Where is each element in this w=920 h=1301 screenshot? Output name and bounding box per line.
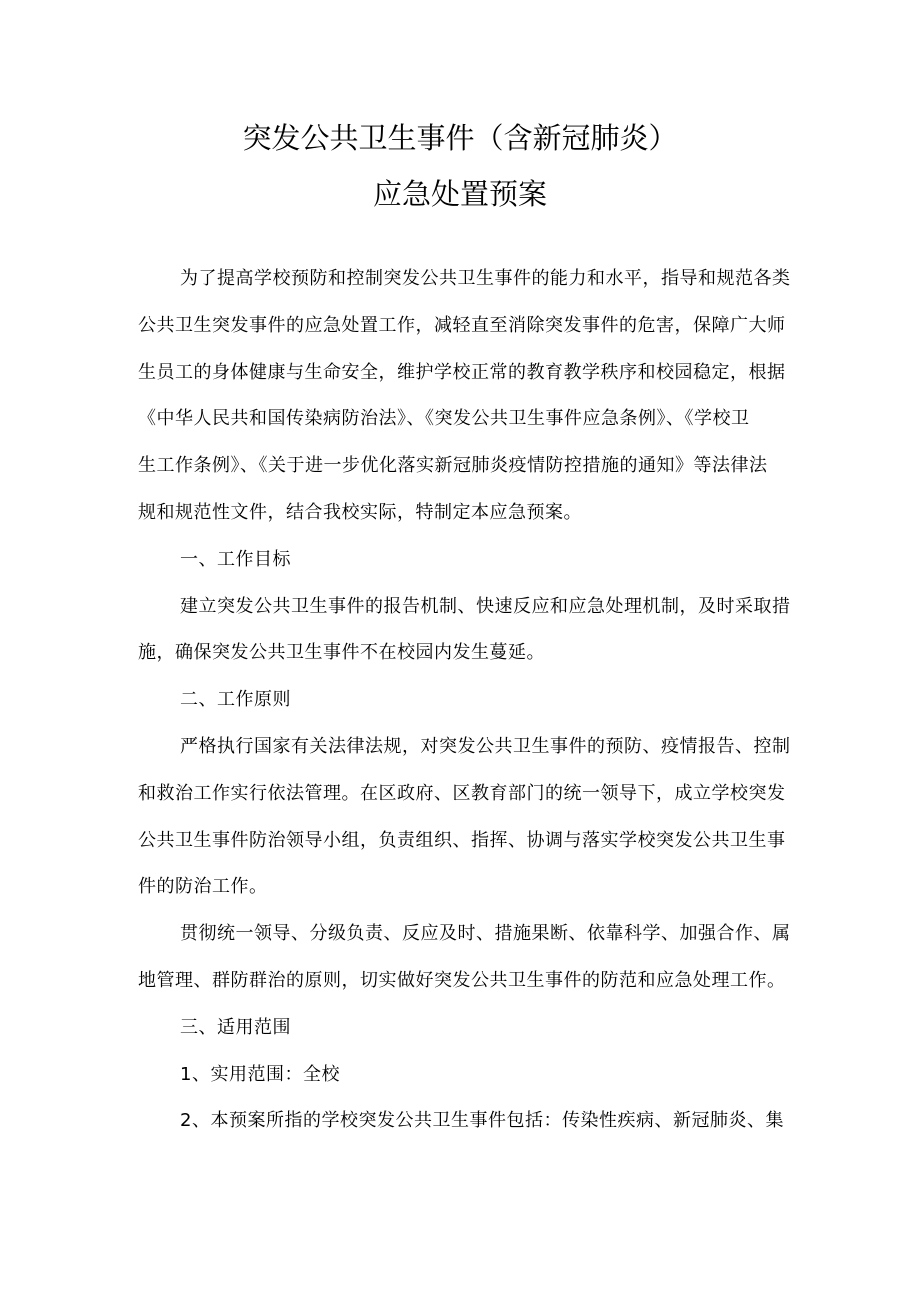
paragraph-principles-line: 公共卫生事件防治领导小组，负责组织、指挥、协调与落实学校突发公共卫生事: [138, 829, 786, 851]
paragraph-principles-line: 件的防治工作。: [138, 876, 268, 898]
paragraph-goals-line: 施，确保突发公共卫生事件不在校园内发生蔓延。: [138, 642, 545, 664]
title-line-1: 突发公共卫生事件（含新冠肺炎）: [242, 121, 678, 155]
paragraph-goals-line: 建立突发公共卫生事件的报告机制、快速反应和应急处理机制，及时采取措: [180, 595, 791, 617]
paragraph-intro-line: 公共卫生突发事件的应急处置工作，减轻直至消除突发事件的危害，保障广大师: [138, 314, 786, 336]
paragraph-principles2-line: 地管理、群防群治的原则，切实做好突发公共卫生事件的防范和应急处理工作。: [138, 969, 786, 991]
section-heading-goals: 一、工作目标: [180, 548, 291, 570]
scope-item-1: 1、实用范围：全校: [180, 1063, 340, 1085]
paragraph-intro-line: 生工作条例》、《关于进一步优化落实新冠肺炎疫情防控措施的通知》等法律法: [138, 455, 768, 477]
paragraph-principles-line: 和救治工作实行依法管理。在区政府、区教育部门的统一领导下，成立学校突发: [138, 782, 786, 804]
document-title: [0, 110, 920, 222]
section-heading-principles: 二、工作原则: [180, 689, 291, 711]
section-heading-scope: 三、适用范围: [180, 1016, 291, 1038]
title-line-2: 应急处置预案: [372, 177, 547, 211]
scope-item-2: 2、本预案所指的学校突发公共卫生事件包括：传染性疾病、新冠肺炎、集: [180, 1110, 784, 1132]
paragraph-intro-line: 规和规范性文件，结合我校实际，特制定本应急预案。: [138, 501, 582, 523]
paragraph-principles-line: 严格执行国家有关法律法规，对突发公共卫生事件的预防、疫情报告、控制: [180, 735, 791, 757]
paragraph-principles2-line: 贯彻统一领导、分级负责、反应及时、措施果断、依靠科学、加强合作、属: [180, 923, 791, 945]
document-body: [138, 256, 791, 1145]
paragraph-intro-line: 生员工的身体健康与生命安全，维护学校正常的教育教学秩序和校园稳定，根据: [138, 361, 786, 383]
paragraph-intro-line: 为了提高学校预防和控制突发公共卫生事件的能力和水平，指导和规范各类: [180, 268, 791, 289]
paragraph-intro-line: 《中华人民共和国传染病防治法》、《突发公共卫生事件应急条例》、《学校卫: [138, 408, 750, 430]
